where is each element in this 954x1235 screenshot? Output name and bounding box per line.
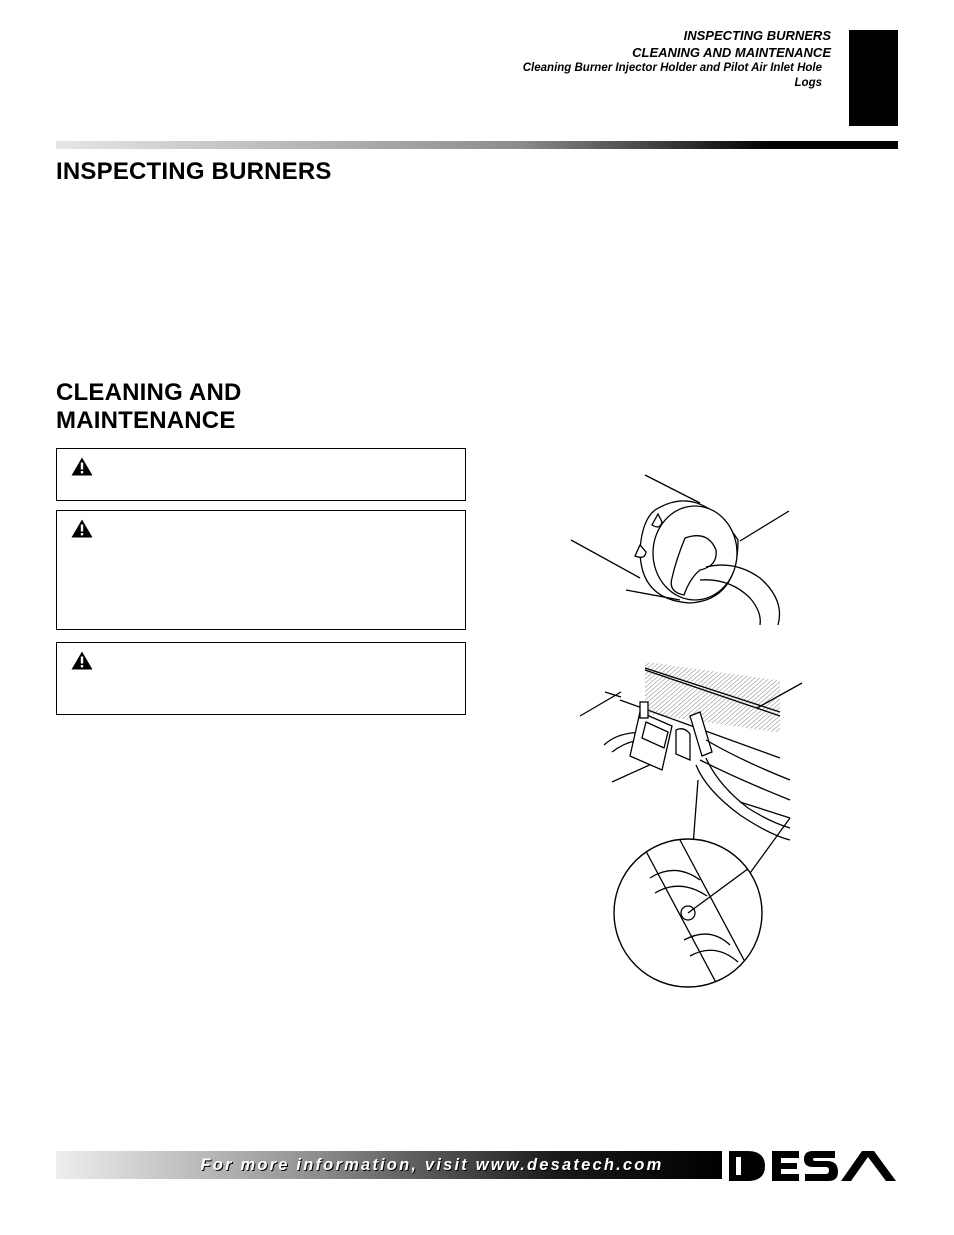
warning-box-3	[56, 642, 466, 715]
running-header-line-1: INSPECTING BURNERS	[683, 28, 831, 43]
desa-logo	[727, 1149, 898, 1183]
cleaning-title-line-2: MAINTENANCE	[56, 407, 236, 434]
burner-illustration	[560, 465, 820, 1005]
section-title-inspecting-burners: INSPECTING BURNERS	[56, 158, 332, 185]
warning-triangle-icon	[71, 519, 93, 538]
pilot-air-inlet-magnified-view	[614, 839, 762, 990]
running-header-line-2: CLEANING AND MAINTENANCE	[632, 45, 831, 60]
header-rule	[56, 141, 898, 149]
cleaning-title-line-1: CLEANING AND	[56, 379, 242, 406]
section-title-cleaning-maintenance	[56, 379, 376, 435]
section-tab-block	[849, 30, 898, 126]
warning-triangle-icon	[71, 457, 93, 476]
warning-box-2	[56, 510, 466, 630]
warning-triangle-icon	[71, 651, 93, 670]
running-header-line-4: Logs	[794, 77, 822, 89]
footer-website-text: For more information, visit www.desatech.com	[200, 1156, 664, 1174]
injector-holder-figure	[571, 475, 789, 625]
running-header-line-3: Cleaning Burner Injector Holder and Pilot Air Inlet Hole	[522, 62, 822, 74]
warning-box-1	[56, 448, 466, 501]
footer-bar	[56, 1151, 722, 1179]
